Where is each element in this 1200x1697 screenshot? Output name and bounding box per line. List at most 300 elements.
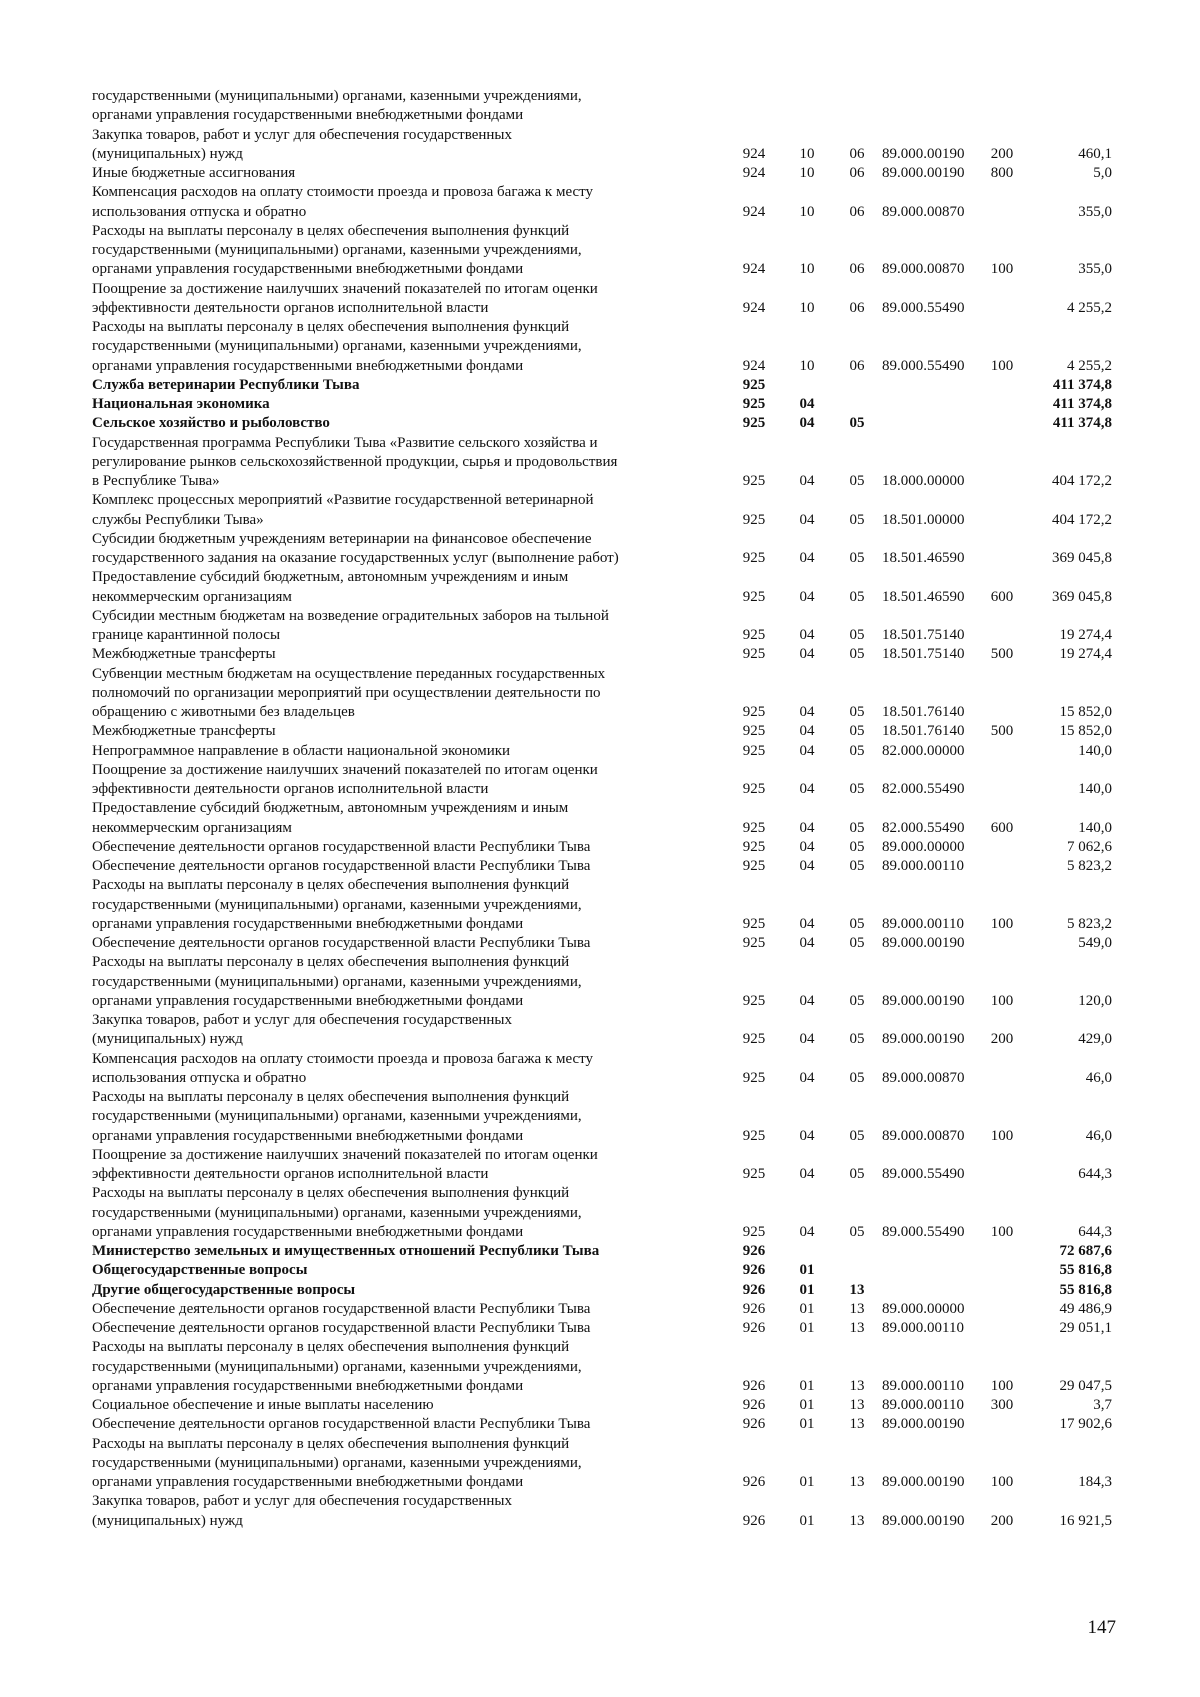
section-code: 04 <box>799 1127 815 1144</box>
row-description: органами управления государственными внебюджетными фондами <box>92 1474 524 1490</box>
amount-value: 5 823,2 <box>1067 858 1112 874</box>
target-article-code: 89.000.00870 <box>882 1069 965 1086</box>
ved-code: 925 <box>742 646 766 663</box>
subsection-code: 05 <box>849 415 865 432</box>
table-row <box>92 760 1132 780</box>
row-description: Расходы на выплаты персоналу в целях обеспечения выполнения функций <box>92 1435 570 1452</box>
row-description: Расходы на выплаты персоналу в целях обеспечения выполнения функций <box>92 877 570 894</box>
subsection-code: 05 <box>849 588 865 605</box>
row-description: Комплекс процессных мероприятий «Развитие государственной ветеринарной <box>92 492 594 509</box>
expense-type-code: 100 <box>990 1127 1014 1144</box>
table-row <box>92 182 1132 202</box>
subsection-code: 13 <box>849 1281 865 1298</box>
subsection-code: 05 <box>849 915 865 932</box>
target-article-code: 82.000.55490 <box>882 819 965 836</box>
amount-value: 29 047,5 <box>1059 1377 1112 1394</box>
table-row <box>92 1395 1132 1415</box>
row-description: государственными (муниципальными) органами, казенными учреждениями, <box>92 88 582 104</box>
target-article-code: 18.501.75140 <box>882 646 965 663</box>
row-description: органами управления государственными внебюджетными фондами <box>92 992 524 1009</box>
subsection-code: 13 <box>849 1416 865 1433</box>
ved-code: 926 <box>742 1512 766 1529</box>
amount-value: 5,0 <box>1093 165 1112 181</box>
table-row <box>92 163 1132 183</box>
row-description: Предоставление субсидий бюджетным, автономным учреждениям и иным <box>92 569 569 586</box>
table-row <box>92 664 1132 684</box>
subsection-code: 05 <box>849 627 865 643</box>
table-row <box>92 317 1132 337</box>
amount-value: 411 374,8 <box>1052 376 1112 393</box>
row-description: Субсидии бюджетным учреждениям ветеринарии на финансовое обеспечение <box>92 530 592 547</box>
table-row <box>92 1434 1132 1454</box>
subsection-code: 05 <box>849 473 865 489</box>
row-description: органами управления государственными внебюджетными фондами <box>92 261 524 278</box>
amount-value: 55 816,8 <box>1059 1281 1112 1298</box>
target-article-code: 89.000.00110 <box>882 858 964 874</box>
section-code: 10 <box>799 203 815 220</box>
row-description: органами управления государственными внебюджетными фондами <box>92 915 524 932</box>
section-code: 04 <box>799 511 815 528</box>
target-article-code: 89.000.00870 <box>882 1127 965 1144</box>
section-code: 04 <box>799 858 815 874</box>
row-description: органами управления государственными внебюджетными фондами <box>92 1127 524 1144</box>
table-row <box>92 933 1132 953</box>
row-description: некоммерческим организациям <box>92 819 292 836</box>
row-description: Компенсация расходов на оплату стоимости проезда и провоза багажа к месту <box>92 184 593 201</box>
ved-code: 925 <box>742 1127 766 1144</box>
row-description: государственного задания на оказание государственных услуг (выполнение работ) <box>92 550 619 566</box>
ved-code: 925 <box>742 704 766 720</box>
section-code: 04 <box>799 627 815 643</box>
table-row <box>92 298 1132 318</box>
subsection-code: 05 <box>849 781 865 797</box>
expense-type-code: 600 <box>990 588 1014 605</box>
table-row <box>92 279 1132 299</box>
amount-value: 404 172,2 <box>1052 473 1112 489</box>
subsection-code: 05 <box>849 858 865 874</box>
row-description: органами управления государственными внебюджетными фондами <box>92 1377 524 1394</box>
table-row <box>92 856 1132 876</box>
target-article-code: 89.000.00190 <box>882 165 965 181</box>
row-description: Поощрение за достижение наилучших значений показателей по итогам оценки <box>92 1146 598 1163</box>
row-description: (муниципальных) нужд <box>92 145 243 162</box>
target-article-code: 89.000.00110 <box>882 1377 964 1394</box>
section-code: 04 <box>799 819 815 836</box>
row-description: полномочий по организации мероприятий при осуществлении деятельности по <box>92 684 601 701</box>
subsection-code: 05 <box>849 550 865 566</box>
table-row <box>92 587 1132 607</box>
row-description: Сельское хозяйство и рыболовство <box>92 415 330 432</box>
section-code: 10 <box>799 299 815 316</box>
amount-value: 355,0 <box>1078 203 1112 220</box>
ved-code: 925 <box>742 781 766 797</box>
expense-type-code: 100 <box>990 1377 1014 1394</box>
table-row <box>92 1260 1132 1280</box>
row-description: Общегосударственные вопросы <box>92 1262 308 1279</box>
amount-value: 15 852,0 <box>1059 704 1112 720</box>
ved-code: 926 <box>742 1377 766 1394</box>
target-article-code: 89.000.00870 <box>882 203 965 220</box>
ved-code: 925 <box>742 742 766 759</box>
table-row <box>92 240 1132 260</box>
row-description: Субвенции местным бюджетам на осуществление переданных государственных <box>92 665 606 682</box>
table-row <box>92 952 1132 972</box>
table-row <box>92 529 1132 549</box>
amount-value: 369 045,8 <box>1052 588 1112 605</box>
target-article-code: 89.000.55490 <box>882 357 965 374</box>
ved-code: 925 <box>742 858 766 874</box>
amount-value: 644,3 <box>1078 1223 1112 1240</box>
row-description: Обеспечение деятельности органов государственной власти Республики Тыва <box>92 1416 591 1433</box>
table-row <box>92 1280 1132 1300</box>
row-description: Расходы на выплаты персоналу в целях обеспечения выполнения функций <box>92 1185 570 1202</box>
row-description: Расходы на выплаты персоналу в целях обеспечения выполнения функций <box>92 1089 570 1105</box>
amount-value: 16 921,5 <box>1059 1512 1112 1529</box>
subsection-code: 05 <box>849 1166 865 1182</box>
subsection-code: 13 <box>849 1397 865 1413</box>
table-row <box>92 721 1132 741</box>
table-row <box>92 1126 1132 1146</box>
table-row <box>92 1376 1132 1396</box>
row-description: Расходы на выплаты персоналу в целях обеспечения выполнения функций <box>92 1339 570 1356</box>
amount-value: 429,0 <box>1078 1031 1112 1048</box>
section-code: 01 <box>799 1512 815 1529</box>
table-row <box>92 1453 1132 1473</box>
table-row <box>92 1241 1132 1261</box>
row-description: Расходы на выплаты персоналу в целях обеспечения выполнения функций <box>92 222 570 239</box>
table-row <box>92 644 1132 664</box>
table-row <box>92 798 1132 818</box>
subsection-code: 06 <box>849 165 865 181</box>
table-row <box>92 625 1132 645</box>
table-row <box>92 837 1132 857</box>
subsection-code: 06 <box>849 145 865 162</box>
table-row <box>92 1106 1132 1126</box>
table-row <box>92 336 1132 356</box>
ved-code: 926 <box>742 1397 766 1413</box>
row-description: Государственная программа Республики Тыва «Развитие сельского хозяйства и <box>92 434 598 451</box>
amount-value: 184,3 <box>1078 1474 1112 1490</box>
section-code: 01 <box>799 1474 815 1490</box>
row-description: обращению с животными без владельцев <box>92 704 355 720</box>
row-description: Министерство земельных и имущественных отношений Республики Тыва <box>92 1243 600 1259</box>
row-description: (муниципальных) нужд <box>92 1031 243 1048</box>
subsection-code: 06 <box>849 261 865 278</box>
table-row <box>92 1357 1132 1377</box>
target-article-code: 89.000.00000 <box>882 1300 965 1317</box>
expense-type-code: 100 <box>990 357 1014 374</box>
table-row <box>92 471 1132 491</box>
subsection-code: 05 <box>849 1069 865 1086</box>
subsection-code: 05 <box>849 646 865 663</box>
row-description: Служба ветеринарии Республики Тыва <box>92 376 360 393</box>
subsection-code: 06 <box>849 299 865 316</box>
table-row <box>92 606 1132 626</box>
table-row <box>92 1164 1132 1184</box>
row-description: Закупка товаров, работ и услуг для обеспечения государственных <box>92 126 513 143</box>
row-description: Межбюджетные трансферты <box>92 646 276 663</box>
subsection-code: 05 <box>849 704 865 720</box>
row-description: использования отпуска и обратно <box>92 203 307 220</box>
ved-code: 925 <box>742 396 766 412</box>
amount-value: 411 374,8 <box>1052 396 1112 412</box>
target-article-code: 18.501.46590 <box>882 550 965 566</box>
subsection-code: 13 <box>849 1377 865 1394</box>
amount-value: 4 255,2 <box>1067 299 1112 316</box>
expense-type-code: 600 <box>990 819 1014 836</box>
target-article-code: 89.000.55490 <box>882 1223 965 1240</box>
section-code: 04 <box>799 588 815 605</box>
amount-value: 7 062,6 <box>1067 838 1112 855</box>
table-row <box>92 105 1132 125</box>
table-row <box>92 548 1132 568</box>
table-row <box>92 125 1132 145</box>
target-article-code: 89.000.55490 <box>882 1166 965 1182</box>
section-code: 10 <box>799 357 815 374</box>
table-row <box>92 413 1132 433</box>
section-code: 04 <box>799 723 815 740</box>
row-description: Непрограммное направление в области национальной экономики <box>92 742 511 759</box>
table-row <box>92 567 1132 587</box>
amount-value: 644,3 <box>1078 1166 1112 1182</box>
amount-value: 369 045,8 <box>1052 550 1112 566</box>
target-article-code: 18.501.00000 <box>882 511 965 528</box>
row-description: Обеспечение деятельности органов государственной власти Республики Тыва <box>92 935 591 951</box>
amount-value: 72 687,6 <box>1059 1243 1112 1259</box>
expense-type-code: 100 <box>990 1474 1014 1490</box>
table-row <box>92 1222 1132 1242</box>
table-row <box>92 1472 1132 1492</box>
target-article-code: 89.000.00190 <box>882 145 965 162</box>
amount-value: 355,0 <box>1078 261 1112 278</box>
row-description: Обеспечение деятельности органов государственной власти Республики Тыва <box>92 1300 591 1317</box>
target-article-code: 89.000.00190 <box>882 1512 965 1529</box>
ved-code: 926 <box>742 1320 766 1336</box>
section-code: 01 <box>799 1300 815 1317</box>
section-code: 10 <box>799 165 815 181</box>
amount-value: 549,0 <box>1078 935 1112 951</box>
section-code: 04 <box>799 473 815 489</box>
amount-value: 46,0 <box>1085 1127 1112 1144</box>
row-description: Обеспечение деятельности органов государственной власти Республики Тыва <box>92 858 591 874</box>
table-row <box>92 895 1132 915</box>
subsection-code: 13 <box>849 1474 865 1490</box>
target-article-code: 18.000.00000 <box>882 473 965 489</box>
ved-code: 925 <box>742 935 766 951</box>
ved-code: 924 <box>742 299 766 316</box>
amount-value: 3,7 <box>1093 1397 1112 1413</box>
amount-value: 140,0 <box>1078 819 1112 836</box>
expense-type-code: 100 <box>990 1223 1014 1240</box>
subsection-code: 05 <box>849 992 865 1009</box>
row-description: органами управления государственными внебюджетными фондами <box>92 357 524 374</box>
page-number: 147 <box>1087 1617 1116 1638</box>
amount-value: 49 486,9 <box>1059 1300 1112 1317</box>
subsection-code: 05 <box>849 1127 865 1144</box>
subsection-code: 05 <box>849 1223 865 1240</box>
row-description: Расходы на выплаты персоналу в целях обеспечения выполнения функций <box>92 319 570 335</box>
row-description: государственными (муниципальными) органами, казенными учреждениями, <box>92 1358 582 1375</box>
amount-value: 460,1 <box>1078 145 1112 162</box>
ved-code: 925 <box>742 723 766 740</box>
target-article-code: 89.000.00190 <box>882 992 965 1009</box>
expense-type-code: 300 <box>990 1397 1014 1413</box>
table-row <box>92 433 1132 453</box>
ved-code: 925 <box>742 1166 766 1182</box>
ved-code: 926 <box>742 1281 766 1298</box>
row-description: Закупка товаров, работ и услуг для обеспечения государственных <box>92 1493 513 1510</box>
ved-code: 924 <box>742 261 766 278</box>
section-code: 04 <box>799 396 815 412</box>
ved-code: 925 <box>742 1223 766 1240</box>
table-row <box>92 683 1132 703</box>
table-row <box>92 1203 1132 1223</box>
expense-type-code: 100 <box>990 992 1014 1009</box>
amount-value: 19 274,4 <box>1059 646 1112 663</box>
row-description: Расходы на выплаты персоналу в целях обеспечения выполнения функций <box>92 954 570 971</box>
target-article-code: 89.000.00110 <box>882 1320 964 1336</box>
table-row <box>92 221 1132 241</box>
amount-value: 404 172,2 <box>1052 511 1112 528</box>
ved-code: 924 <box>742 203 766 220</box>
expense-type-code: 500 <box>990 723 1014 740</box>
row-description: Межбюджетные трансферты <box>92 723 276 740</box>
amount-value: 29 051,1 <box>1059 1320 1112 1336</box>
ved-code: 924 <box>742 165 766 181</box>
row-description: государственными (муниципальными) органами, казенными учреждениями, <box>92 242 582 258</box>
target-article-code: 18.501.75140 <box>882 627 965 643</box>
table-row <box>92 202 1132 222</box>
row-description: Поощрение за достижение наилучших значений показателей по итогам оценки <box>92 280 598 297</box>
expense-type-code: 200 <box>990 145 1014 162</box>
section-code: 04 <box>799 1069 815 1086</box>
row-description: государственными (муниципальными) органами, казенными учреждениями, <box>92 973 582 990</box>
ved-code: 925 <box>742 588 766 605</box>
table-row <box>92 991 1132 1011</box>
table-row <box>92 818 1132 838</box>
target-article-code: 89.000.00110 <box>882 1397 964 1413</box>
expense-type-code: 800 <box>990 165 1014 181</box>
row-description: Обеспечение деятельности органов государственной власти Республики Тыва <box>92 838 591 855</box>
subsection-code: 06 <box>849 203 865 220</box>
target-article-code: 89.000.00190 <box>882 1474 965 1490</box>
ved-code: 925 <box>742 1031 766 1048</box>
row-description: государственными (муниципальными) органами, казенными учреждениями, <box>92 1454 582 1471</box>
table-row <box>92 86 1132 106</box>
table-row <box>92 1029 1132 1049</box>
ved-code: 926 <box>742 1243 766 1259</box>
amount-value: 17 902,6 <box>1059 1416 1112 1433</box>
table-row <box>92 510 1132 530</box>
target-article-code: 89.000.00000 <box>882 838 965 855</box>
target-article-code: 89.000.55490 <box>882 299 965 316</box>
amount-value: 140,0 <box>1078 781 1112 797</box>
ved-code: 925 <box>742 473 766 489</box>
table-row <box>92 972 1132 992</box>
ved-code: 926 <box>742 1416 766 1433</box>
subsection-code: 06 <box>849 357 865 374</box>
section-code: 04 <box>799 550 815 566</box>
row-description: Поощрение за достижение наилучших значений показателей по итогам оценки <box>92 761 598 778</box>
table-row <box>92 356 1132 376</box>
section-code: 01 <box>799 1262 815 1279</box>
row-description: регулирование рынков сельскохозяйственной продукции, сырья и продовольствия <box>92 453 618 470</box>
row-description: государственными (муниципальными) органами, казенными учреждениями, <box>92 338 582 355</box>
table-row <box>92 490 1132 510</box>
section-code: 01 <box>799 1416 815 1433</box>
section-code: 10 <box>799 261 815 278</box>
subsection-code: 05 <box>849 838 865 855</box>
table-row <box>92 1049 1132 1069</box>
section-code: 04 <box>799 992 815 1009</box>
amount-value: 5 823,2 <box>1067 915 1112 932</box>
row-description: Другие общегосударственные вопросы <box>92 1281 356 1298</box>
row-description: Обеспечение деятельности органов государственной власти Республики Тыва <box>92 1320 591 1336</box>
table-row <box>92 1183 1132 1203</box>
row-description: эффективности деятельности органов исполнительной власти <box>92 1166 489 1182</box>
section-code: 01 <box>799 1281 815 1298</box>
amount-value: 46,0 <box>1085 1069 1112 1086</box>
target-article-code: 89.000.00190 <box>882 1031 965 1048</box>
subsection-code: 05 <box>849 742 865 759</box>
ved-code: 925 <box>742 550 766 566</box>
table-row <box>92 144 1132 164</box>
expense-type-code: 500 <box>990 646 1014 663</box>
amount-value: 55 816,8 <box>1059 1262 1112 1279</box>
section-code: 01 <box>799 1377 815 1394</box>
ved-code: 924 <box>742 357 766 374</box>
ved-code: 925 <box>742 415 766 432</box>
row-description: органами управления государственными внебюджетными фондами <box>92 1223 524 1240</box>
table-row <box>92 741 1132 761</box>
ved-code: 926 <box>742 1474 766 1490</box>
row-description: Субсидии местным бюджетам на возведение оградительных заборов на тыльной <box>92 607 609 624</box>
section-code: 04 <box>799 704 815 720</box>
row-description: государственными (муниципальными) органами, казенными учреждениями, <box>92 1204 582 1221</box>
ved-code: 925 <box>742 819 766 836</box>
row-description: (муниципальных) нужд <box>92 1512 243 1529</box>
ved-code: 925 <box>742 376 766 393</box>
table-row <box>92 914 1132 934</box>
table-row <box>92 375 1132 395</box>
amount-value: 411 374,8 <box>1052 415 1112 432</box>
table-row <box>92 1068 1132 1088</box>
ved-code: 925 <box>742 1069 766 1086</box>
row-description: в Республике Тыва» <box>92 473 220 489</box>
ved-code: 926 <box>742 1300 766 1317</box>
row-description: государственными (муниципальными) органами, казенными учреждениями, <box>92 896 582 913</box>
table-row <box>92 452 1132 472</box>
row-description: Предоставление субсидий бюджетным, автономным учреждениям и иным <box>92 800 569 817</box>
subsection-code: 05 <box>849 723 865 740</box>
table-row <box>92 1414 1132 1434</box>
expense-type-code: 200 <box>990 1512 1014 1529</box>
table-row <box>92 1337 1132 1357</box>
table-row <box>92 1318 1132 1338</box>
target-article-code: 18.501.76140 <box>882 704 965 720</box>
row-description: границе карантинной полосы <box>92 627 281 643</box>
row-description: некоммерческим организациям <box>92 588 292 605</box>
expense-type-code: 100 <box>990 915 1014 932</box>
table-row <box>92 702 1132 722</box>
row-description: Компенсация расходов на оплату стоимости проезда и провоза багажа к месту <box>92 1050 593 1067</box>
target-article-code: 89.000.00870 <box>882 261 965 278</box>
row-description: Социальное обеспечение и иные выплаты населению <box>92 1397 434 1413</box>
row-description: эффективности деятельности органов исполнительной власти <box>92 299 489 316</box>
ved-code: 924 <box>742 145 766 162</box>
expense-type-code: 200 <box>990 1031 1014 1048</box>
table-row <box>92 394 1132 414</box>
